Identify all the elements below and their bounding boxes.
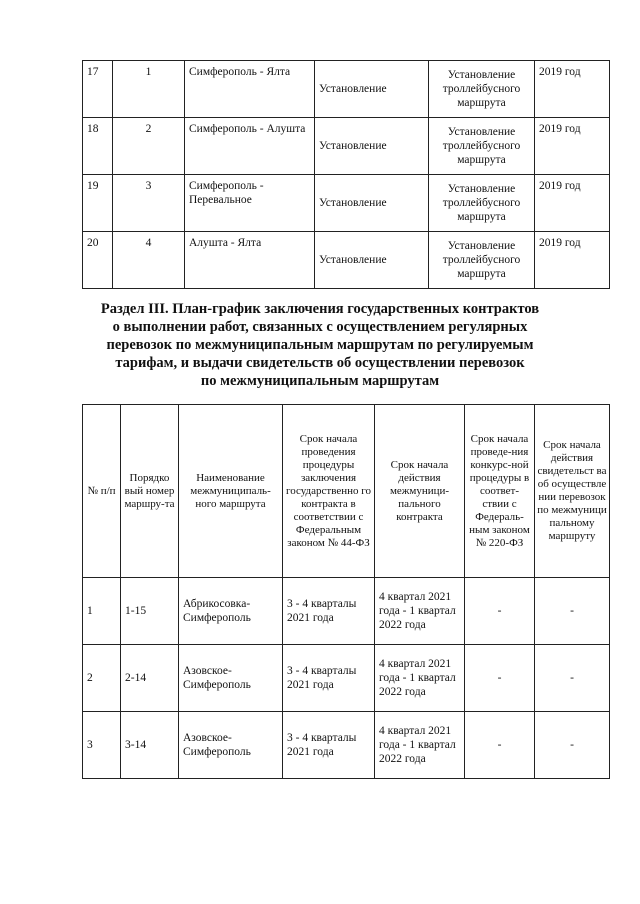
header-cell: Срок начала действия свидетельст ва об осуществле нии перевозок по межмуници пальному маршруту	[535, 405, 610, 578]
procedure-term: 3 - 4 кварталы 2021 года	[283, 578, 375, 645]
heading-line: тарифам, и выдачи свидетельств об осуществлении перевозок	[115, 355, 525, 371]
header-cell: № п/п	[83, 405, 121, 578]
header-row	[83, 405, 610, 578]
schedule-table	[82, 404, 610, 779]
certificate-term: -	[535, 645, 610, 712]
route-name: Алушта - Ялта	[185, 232, 315, 289]
heading-line: о выполнении работ, связанных с осуществлением регулярных	[112, 319, 528, 335]
header-cell: Срок начала проведения процедуры заключения государственно го контракта в соответствии с Федеральным законом № 44-ФЗ	[283, 405, 375, 578]
header-cell: Срок начала действия межмуници-пального контракта	[375, 405, 465, 578]
competition-term: -	[465, 645, 535, 712]
header-cell: Наименование межмуниципаль-ного маршрута	[179, 405, 283, 578]
competition-term: -	[465, 578, 535, 645]
route-name: Симферополь - Перевальное	[185, 175, 315, 232]
route-number: 3-14	[121, 712, 179, 779]
route-name: Симферополь - Алушта	[185, 118, 315, 175]
certificate-term: -	[535, 712, 610, 779]
header-cell: Срок начала проведе-ния конкурс-ной процедуры в соответ-ствии с Федераль-ным законом № 220-ФЗ	[465, 405, 535, 578]
route-index: 2	[113, 118, 185, 175]
table-row	[83, 118, 610, 175]
route-index: 1	[113, 61, 185, 118]
route-year: 2019 год	[535, 118, 610, 175]
heading-line: перевозок по межмуниципальным маршрутам по регулируемым	[106, 337, 534, 353]
table-row	[83, 712, 610, 779]
route-type: Установление	[315, 118, 429, 175]
header-cell: Порядко вый номер маршру-та	[121, 405, 179, 578]
routes-table	[82, 60, 610, 289]
table-row	[83, 578, 610, 645]
route-year: 2019 год	[535, 232, 610, 289]
route-type: Установление	[315, 61, 429, 118]
route-action: Установление троллейбусного маршрута	[429, 175, 535, 232]
table-row	[83, 61, 610, 118]
procedure-term: 3 - 4 кварталы 2021 года	[283, 712, 375, 779]
procedure-term: 3 - 4 кварталы 2021 года	[283, 645, 375, 712]
table-row	[83, 232, 610, 289]
route-number: 1-15	[121, 578, 179, 645]
route-action: Установление троллейбусного маршрута	[429, 118, 535, 175]
row-number: 18	[83, 118, 113, 175]
row-number: 19	[83, 175, 113, 232]
contract-start-term: 4 квартал 2021 года - 1 квартал 2022 года	[375, 645, 465, 712]
table-row	[83, 645, 610, 712]
row-number: 20	[83, 232, 113, 289]
route-action: Установление троллейбусного маршрута	[429, 232, 535, 289]
row-number: 17	[83, 61, 113, 118]
row-number: 3	[83, 712, 121, 779]
route-type: Установление	[315, 175, 429, 232]
route-year: 2019 год	[535, 61, 610, 118]
route-type: Установление	[315, 232, 429, 289]
route-index: 4	[113, 232, 185, 289]
route-name: Симферополь - Ялта	[185, 61, 315, 118]
row-number: 2	[83, 645, 121, 712]
route-name: Азовское-Симферополь	[179, 712, 283, 779]
route-action: Установление троллейбусного маршрута	[429, 61, 535, 118]
competition-term: -	[465, 712, 535, 779]
route-name: Абрикосовка-Симферополь	[179, 578, 283, 645]
route-number: 2-14	[121, 645, 179, 712]
section-heading	[70, 300, 570, 390]
heading-line: Раздел III. План-график заключения государственных контрактов	[100, 301, 540, 317]
route-index: 3	[113, 175, 185, 232]
route-year: 2019 год	[535, 175, 610, 232]
row-number: 1	[83, 578, 121, 645]
certificate-term: -	[535, 578, 610, 645]
heading-line: по межмуниципальным маршрутам	[200, 373, 440, 389]
table-row	[83, 175, 610, 232]
route-name: Азовское-Симферополь	[179, 645, 283, 712]
contract-start-term: 4 квартал 2021 года - 1 квартал 2022 года	[375, 712, 465, 779]
contract-start-term: 4 квартал 2021 года - 1 квартал 2022 года	[375, 578, 465, 645]
